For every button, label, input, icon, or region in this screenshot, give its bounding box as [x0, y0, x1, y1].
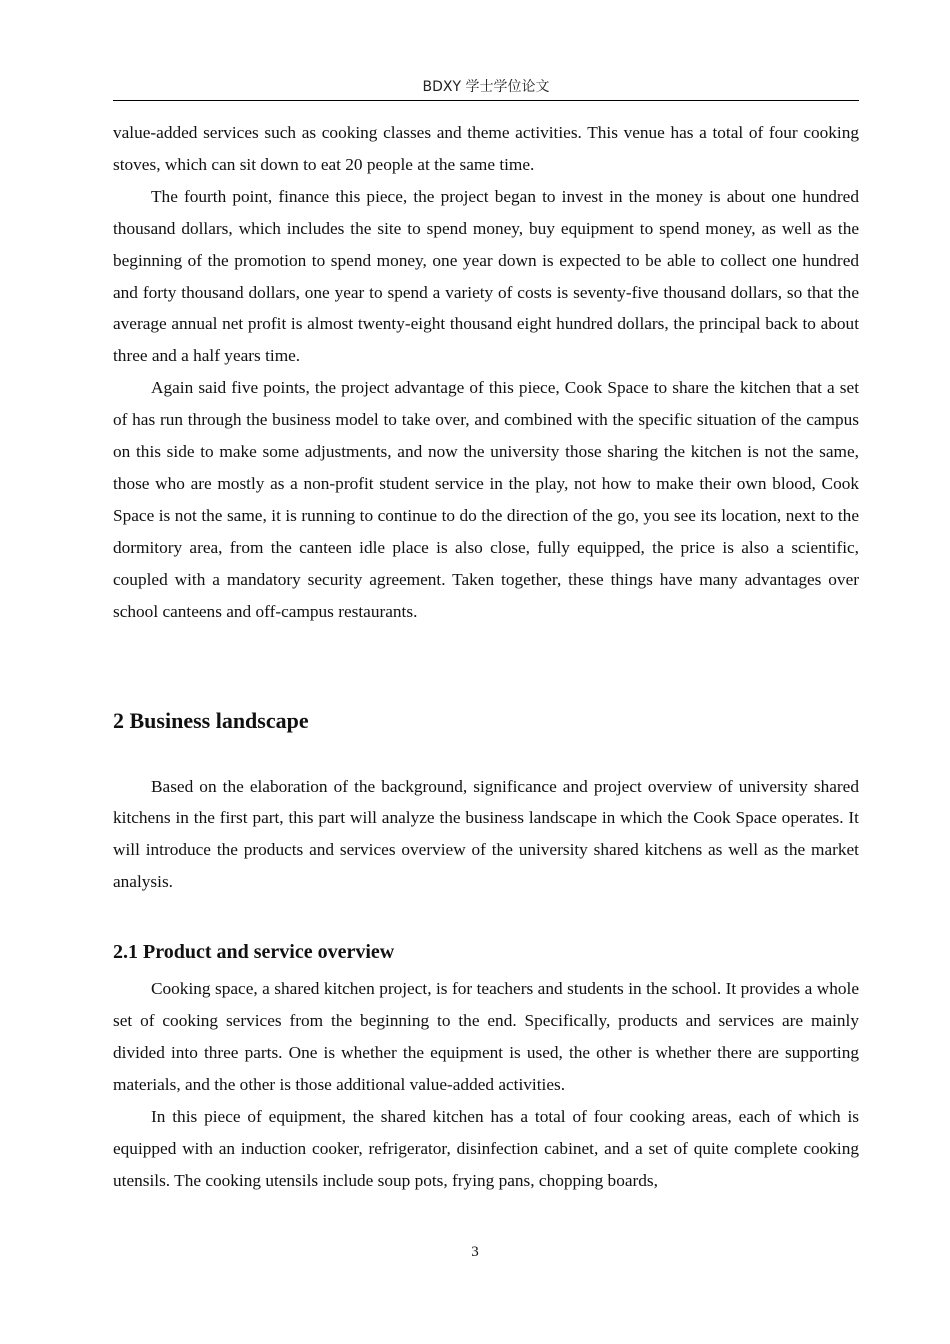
page-header: BDXY 学士学位论文 [113, 76, 859, 101]
paragraph-continuation: value-added services such as cooking classes and theme activities. This venue has a total of four cooking stoves, which can sit down to eat 20 people at the same time. [113, 123, 859, 174]
section-heading-business-landscape: 2 Business landscape [113, 707, 309, 733]
paragraph-product-service-overview: Cooking space, a shared kitchen project, is for teachers and students in the school. It provides a whole set of cooking services from the beginning to the end. Specifically, products and services are mainly divided into three parts. One is whether the equipment is used, the other is whether there are supporting materials, and the other is those additional value-added activities. [113, 979, 859, 1094]
page-body [113, 117, 859, 1196]
paragraph-advantages: Again said five points, the project advantage of this piece, Cook Space to share the kitchen that a set of has run through the business model to take over, and combined with the specific situation of the campus on this side to make some adjustments, and now the university those sharing the kitchen is not the same, those who are mostly as a non-profit student service in the play, not how to make their own blood, Cook Space is not the same, it is running to continue to do the direction of the go, you see its location, next to the dormitory area, from the canteen idle place is also close, fully equipped, the price is also a scientific, coupled with a mandatory security agreement. Taken together, these things have many advantages over school canteens and off-campus restaurants. [113, 378, 859, 621]
paragraph-equipment: In this piece of equipment, the shared kitchen has a total of four cooking areas, each of which is equipped with an induction cooker, refrigerator, disinfection cabinet, and a set of quite complete cooking utensils. The cooking utensils include soup pots, frying pans, chopping boards, [113, 1106, 859, 1190]
paragraph-business-landscape-intro: Based on the elaboration of the background, significance and project overview of university shared kitchens in the first part, this part will analyze the business landscape in which the Cook Space operates. It will introduce the products and services overview of the university shared kitchens as well as the market analysis. [113, 776, 859, 892]
page-number: 3 [471, 1244, 479, 1260]
paragraph-finance: The fourth point, finance this piece, the project began to invest in the money is about one hundred thousand dollars, which includes the site to spend money, buy equipment to spend money, as well as the beginning of the promotion to spend money, one year down is expected to be able to collect one hundred and forty thousand dollars, one year to spend a variety of costs is seventy-five thousand dollars, so that the average annual net profit is almost twenty-eight thousand eight hundred dollars, the principal back to about three and a half years time. [113, 186, 859, 366]
section-heading-product-service-overview: 2.1 Product and service overview [113, 941, 395, 964]
